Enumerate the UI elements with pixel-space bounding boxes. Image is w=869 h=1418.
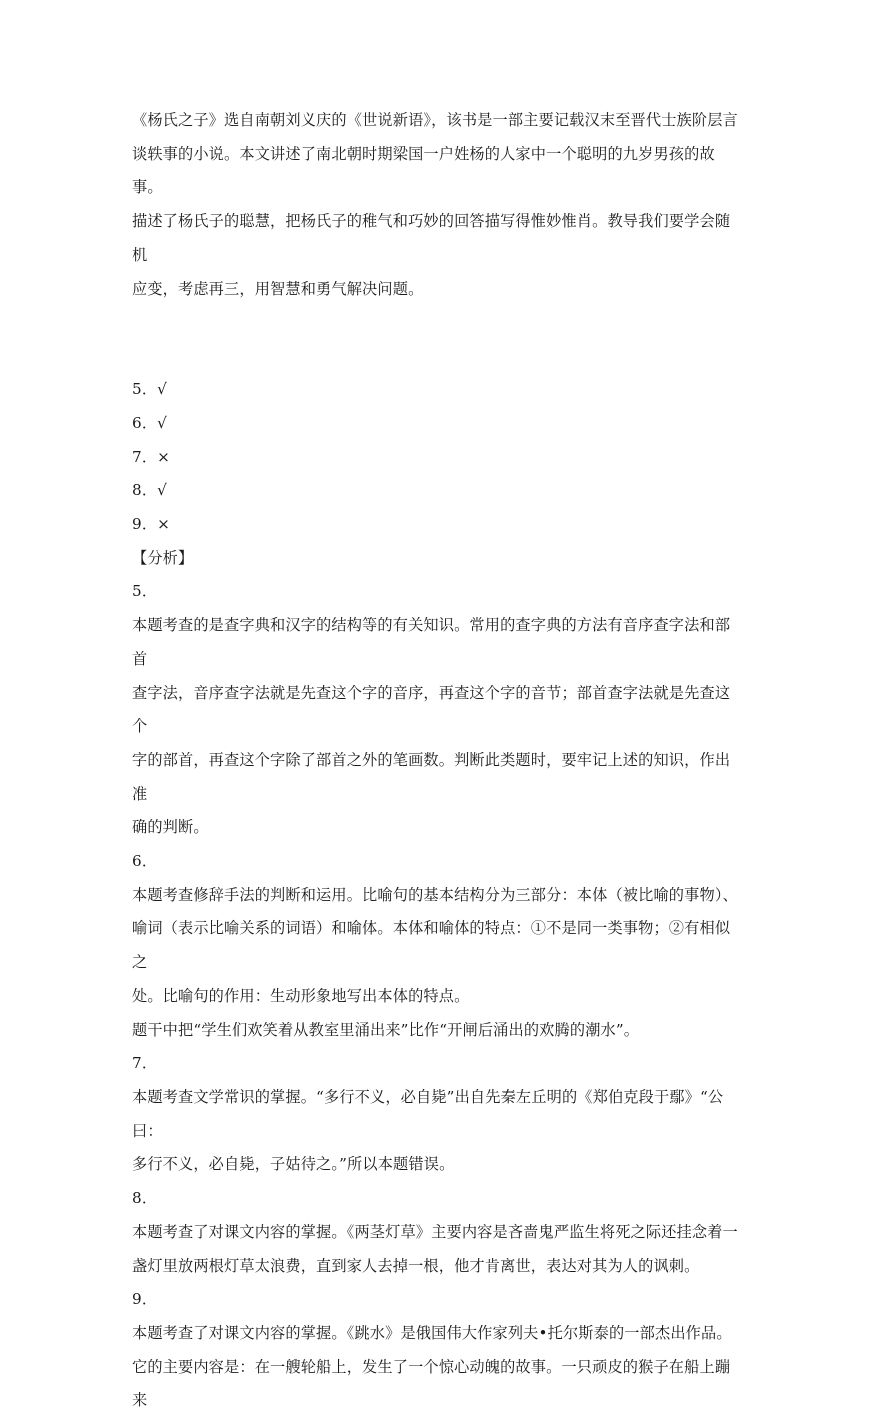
answer-item: 9．× <box>132 515 171 534</box>
analysis-section-5 <box>132 575 740 845</box>
analysis-section-7 <box>132 1047 740 1182</box>
text-line: 本题考查了对课文内容的掌握。《两茎灯草》主要内容是吝啬鬼严监生将死之际还挂念着一 <box>132 1222 738 1241</box>
analysis-section-8 <box>132 1182 740 1283</box>
text-line: 本题考查修辞手法的判断和运用。比喻句的基本结构分为三部分：本体（被比喻的事物）、 <box>132 885 738 904</box>
text-line: 应变，考虑再三，用智慧和勇气解决问题。 <box>132 279 424 298</box>
answer-item: 5．√ <box>132 380 167 399</box>
analysis-number: 7． <box>132 1054 158 1073</box>
analysis-number: 5． <box>132 582 158 601</box>
answer-list <box>132 373 740 542</box>
answer-item: 8．√ <box>132 481 167 500</box>
text-line: 喻词（表示比喻关系的词语）和喻体。本体和喻体的特点：①不是同一类事物；②有相似之 <box>132 919 731 972</box>
text-line: 确的判断。 <box>132 818 209 837</box>
text-line: 本题考查文学常识的掌握。“多行不义，必自毙”出自先秦左丘明的《郑伯克段于鄢》“公曰： <box>132 1087 724 1140</box>
text-line: 题干中把“学生们欢笑着从教室里涌出来”比作“开闸后涌出的欢腾的潮水”。 <box>132 1020 640 1039</box>
analysis-section-6 <box>132 845 740 1047</box>
text-line: 谈轶事的小说。本文讲述了南北朝时期梁国一户姓杨的人家中一个聪明的九岁男孩的故事。 <box>132 144 715 197</box>
answer-item: 6．√ <box>132 413 167 432</box>
answer-item: 7．× <box>132 447 171 466</box>
analysis-section-9 <box>132 1283 740 1418</box>
text-line: 字的部首，再查这个字除了部首之外的笔画数。判断此类题时，要牢记上述的知识，作出准 <box>132 750 731 803</box>
intro-paragraph <box>132 104 740 306</box>
page-content <box>132 104 740 1418</box>
text-line: 盏灯里放两根灯草太浪费，直到家人去掉一根，他才肯离世，表达对其为人的讽刺。 <box>132 1256 700 1275</box>
analysis-number: 9． <box>132 1290 158 1309</box>
analysis-number: 8． <box>132 1189 158 1208</box>
text-line: 处。比喻句的作用：生动形象地写出本体的特点。 <box>132 986 470 1005</box>
paragraph-spacer <box>132 306 740 373</box>
text-line: 多行不义，必自毙，子姑待之。”所以本题错误。 <box>132 1155 455 1174</box>
text-line: 《杨氏之子》选自南朝刘义庆的《世说新语》，该书是一部主要记载汉末至晋代士族阶层言 <box>132 111 738 129</box>
analysis-heading: 【分析】 <box>132 548 194 567</box>
text-line: 描述了杨氏子的聪慧，把杨氏子的稚气和巧妙的回答描写得惟妙惟肖。教导我们要学会随机 <box>132 212 731 264</box>
text-line: 本题考查了对课文内容的掌握。《跳水》是俄国伟大作家列夫•托尔斯泰的一部杰出作品。 <box>132 1323 732 1342</box>
analysis-number: 6． <box>132 852 158 871</box>
text-line: 查字法，音序查字法就是先查这个字的音序，再查这个字的音节；部首查字法就是先查这个 <box>132 683 731 736</box>
text-line: 本题考查的是查字典和汉字的结构等的有关知识。常用的查字典的方法有音序查字法和部首 <box>132 616 731 668</box>
text-line: 它的主要内容是：在一艘轮船上，发生了一个惊心动魄的故事。一只顽皮的猴子在船上蹦来 <box>132 1357 731 1410</box>
